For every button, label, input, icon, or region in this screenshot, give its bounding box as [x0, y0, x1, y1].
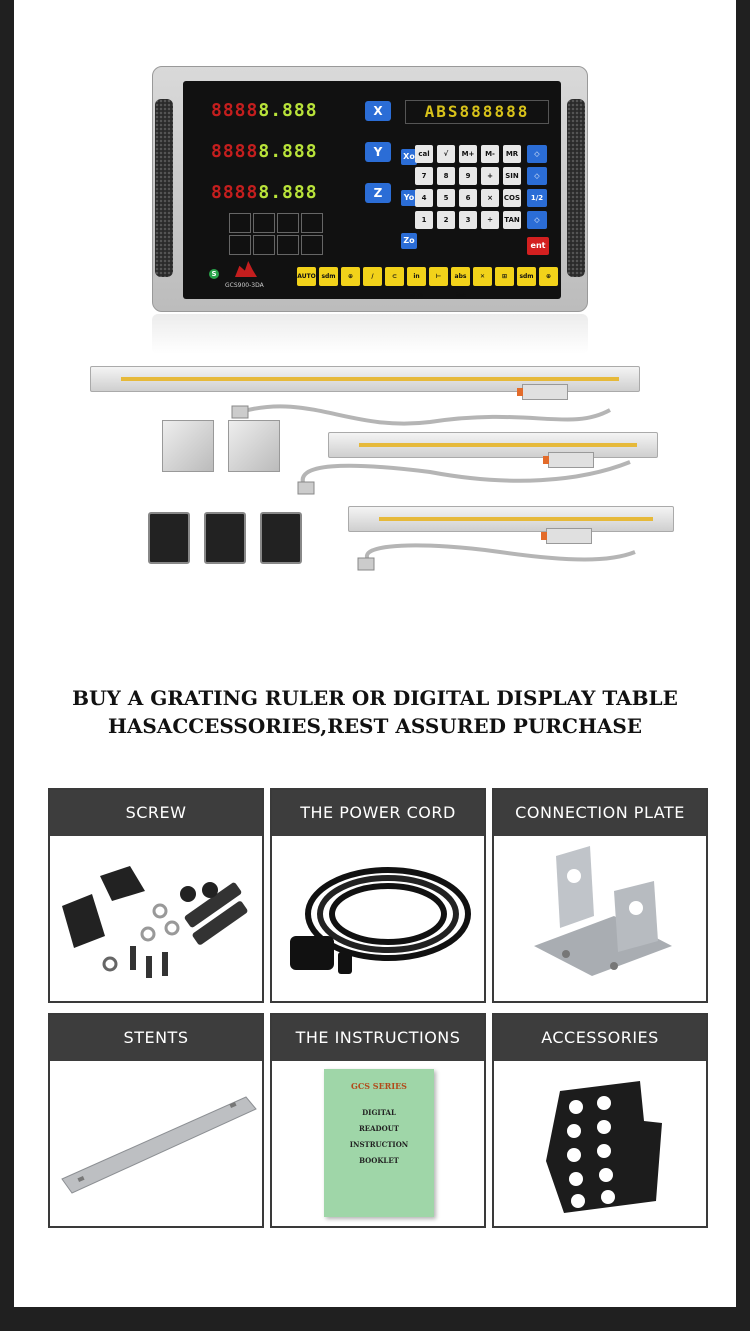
- key[interactable]: 9: [459, 167, 477, 185]
- key[interactable]: 3: [459, 211, 477, 229]
- function-key[interactable]: /: [363, 267, 382, 286]
- key[interactable]: SIN: [503, 167, 521, 185]
- key[interactable]: 1: [415, 211, 433, 229]
- screws-icon: [50, 836, 262, 1001]
- right-grip: [567, 99, 585, 277]
- key[interactable]: √: [437, 145, 455, 163]
- key[interactable]: COS: [503, 189, 521, 207]
- accessory-card-screw: [48, 788, 264, 1003]
- key[interactable]: 4: [415, 189, 433, 207]
- z-zero-key[interactable]: Zo: [401, 233, 417, 249]
- stent-bar-icon: [50, 1061, 262, 1226]
- accessory-card-connection-plate: [492, 788, 708, 1003]
- cable-clip: [260, 512, 302, 564]
- x-axis-button[interactable]: X: [365, 101, 391, 121]
- display-panel: [183, 81, 561, 299]
- booklet-series: GCS SERIES: [351, 1081, 407, 1091]
- key[interactable]: +: [481, 167, 499, 185]
- cable-clip: [204, 512, 246, 564]
- key[interactable]: cal: [415, 145, 433, 163]
- connection-plate-icon: [494, 836, 706, 1001]
- z-readout: 88888.888: [211, 182, 318, 203]
- key[interactable]: ×: [481, 189, 499, 207]
- booklet-line: DIGITAL: [362, 1108, 396, 1117]
- brand-logo-icon: [235, 261, 257, 277]
- enter-key[interactable]: ent: [527, 237, 549, 255]
- mounting-bracket: [228, 420, 280, 472]
- y-axis-button[interactable]: Y: [365, 142, 391, 162]
- function-key[interactable]: ⊞: [495, 267, 514, 286]
- card-title: ACCESSORIES: [494, 1015, 706, 1061]
- accessory-card-instructions: [270, 1013, 486, 1228]
- booklet-line: READOUT: [358, 1124, 400, 1133]
- function-key[interactable]: sdm: [517, 267, 536, 286]
- model-label: GCS900-3DA: [225, 282, 264, 289]
- cable-clip: [148, 512, 190, 564]
- z-axis-button[interactable]: Z: [365, 183, 391, 203]
- digital-readout-console: [152, 66, 588, 312]
- perforated-bracket-icon: [494, 1061, 706, 1226]
- function-key[interactable]: AUTO: [297, 267, 316, 286]
- side-key[interactable]: 1/2: [527, 189, 547, 207]
- card-title: THE INSTRUCTIONS: [272, 1015, 484, 1061]
- key[interactable]: MR: [503, 145, 521, 163]
- function-key[interactable]: in mm: [407, 267, 426, 286]
- key[interactable]: 6: [459, 189, 477, 207]
- booklet-line: INSTRUCTION: [349, 1140, 409, 1149]
- function-key[interactable]: abs inc: [451, 267, 470, 286]
- bolt-hole-pattern-grid: [229, 213, 323, 255]
- y-readout: 88888.888: [211, 141, 318, 162]
- key[interactable]: M+: [459, 145, 477, 163]
- accessory-card-accessories: [492, 1013, 708, 1228]
- card-title: CONNECTION PLATE: [494, 790, 706, 836]
- console-reflection: [152, 314, 588, 354]
- booklet-line: BOOKLET: [359, 1156, 399, 1165]
- accessory-card-stents: [48, 1013, 264, 1228]
- keypad: [415, 145, 521, 229]
- card-title: THE POWER CORD: [272, 790, 484, 836]
- bottom-border: [0, 1307, 750, 1331]
- power-cord-icon: [272, 836, 484, 1001]
- heading-line-1: BUY A GRATING RULER OR DIGITAL DISPLAY TABLE: [72, 686, 678, 710]
- card-title: STENTS: [50, 1015, 262, 1061]
- x-readout: 88888.888: [211, 100, 318, 121]
- accessory-card-power-cord: [270, 788, 486, 1003]
- x-zero-key[interactable]: Xo: [401, 149, 417, 165]
- function-key[interactable]: ⊕: [341, 267, 360, 286]
- heading-line-2: HASACCESSORIES,REST ASSURED PURCHASE: [107, 714, 643, 738]
- function-key[interactable]: ⊕: [539, 267, 558, 286]
- function-key[interactable]: sdm: [319, 267, 338, 286]
- key[interactable]: 7: [415, 167, 433, 185]
- mounting-bracket: [162, 420, 214, 472]
- function-key[interactable]: ⊂: [385, 267, 404, 286]
- function-key-row: [297, 267, 558, 299]
- key[interactable]: 2: [437, 211, 455, 229]
- signal-cables-icon: [230, 392, 670, 602]
- aux-readout: ABS888888: [405, 100, 549, 124]
- function-key[interactable]: ⊢: [429, 267, 448, 286]
- left-border: [0, 0, 14, 1307]
- left-grip: [155, 99, 173, 277]
- key[interactable]: TAN: [503, 211, 521, 229]
- status-icon: S: [209, 269, 219, 279]
- side-key[interactable]: ◇: [527, 145, 547, 163]
- key[interactable]: 8: [437, 167, 455, 185]
- right-border: [736, 0, 750, 1307]
- key[interactable]: 5: [437, 189, 455, 207]
- side-key[interactable]: ◇: [527, 211, 547, 229]
- key[interactable]: M-: [481, 145, 499, 163]
- side-key[interactable]: ◇: [527, 167, 547, 185]
- function-key[interactable]: ✕: [473, 267, 492, 286]
- y-zero-key[interactable]: Yo: [401, 190, 417, 206]
- instruction-booklet: [272, 1061, 484, 1226]
- card-title: SCREW: [50, 790, 262, 836]
- key[interactable]: ÷: [481, 211, 499, 229]
